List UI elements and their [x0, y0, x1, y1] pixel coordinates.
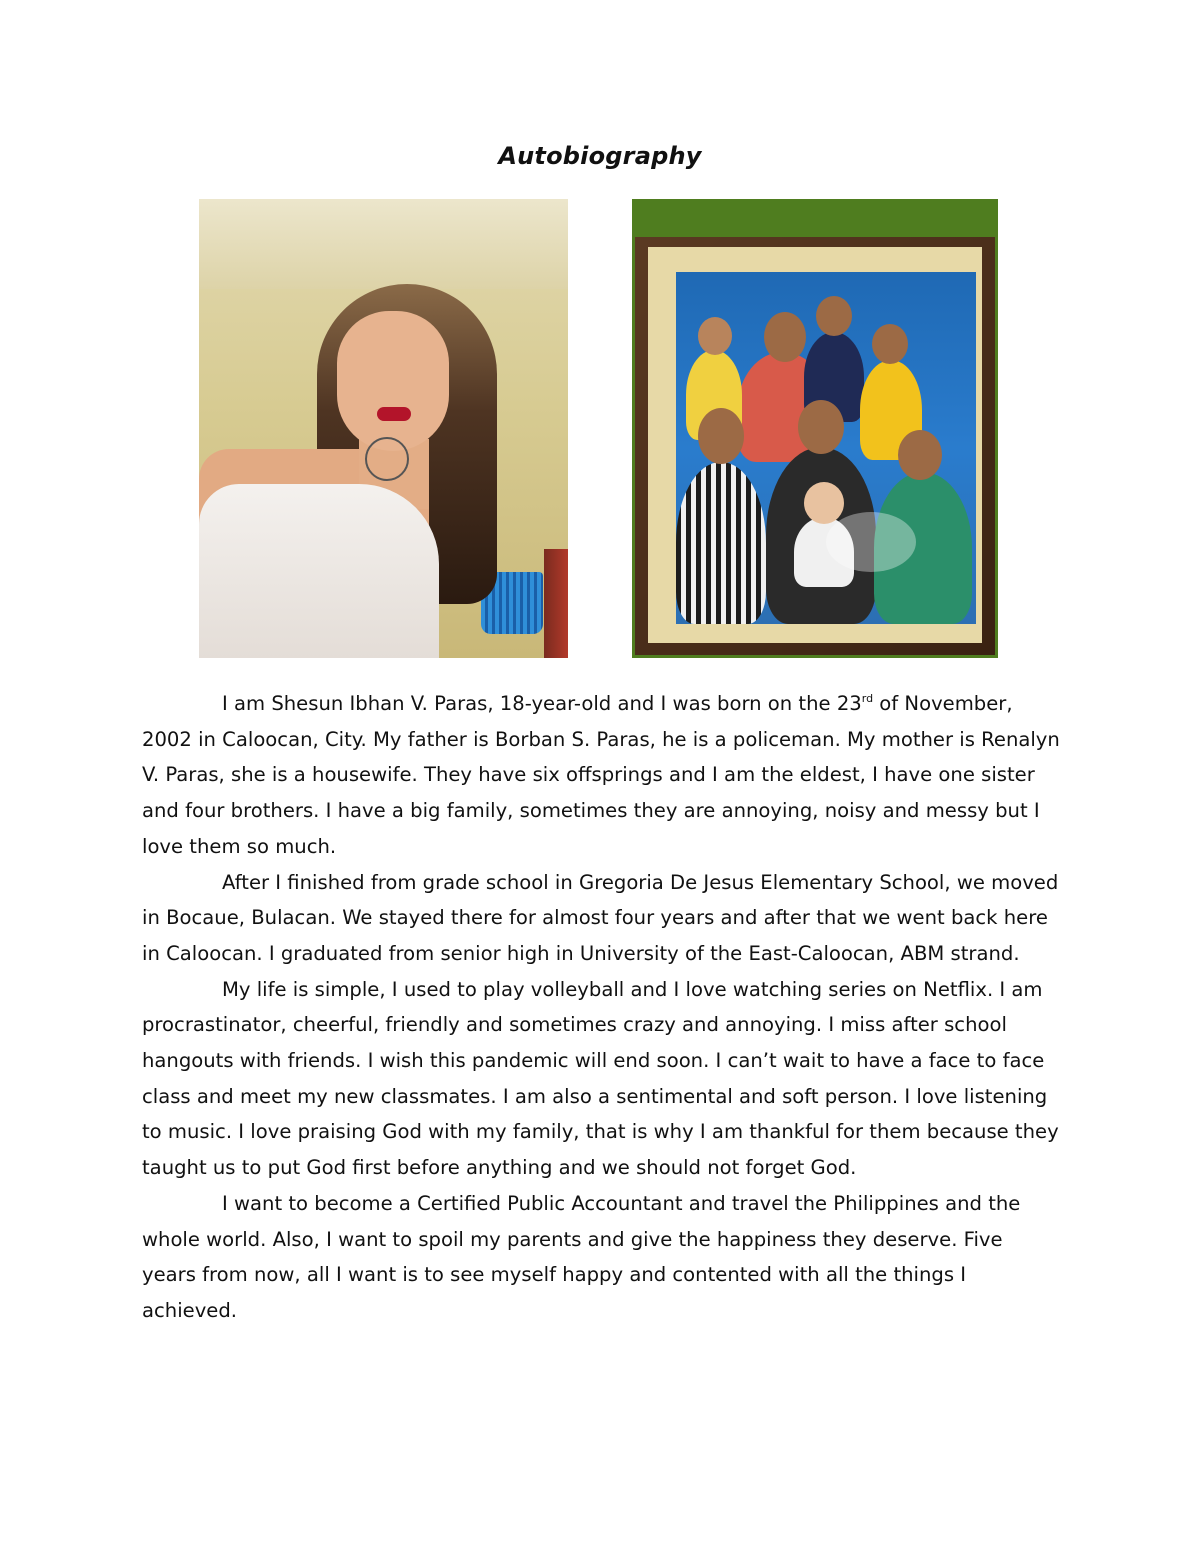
paragraph-1 — [142, 686, 1062, 865]
paragraph-2: After I finished from grade school in Gregoria De Jesus Elementary School, we moved in Bocaue, Bulacan. We stayed there for almost four years and after that we went back here in Caloocan. I graduated from senior high in University of the East-Caloocan, ABM strand. — [142, 870, 1059, 965]
photo-glare — [826, 512, 916, 572]
page-title: Autobiography — [498, 142, 702, 170]
paragraph-1-part-b: of November, 2002 in Caloocan, City. My father is Borban S. Paras, he is a policeman. My mother is Renalyn V. Paras, she is a housewife. They have six offsprings and I am the eldest, I have one sister and four brothers. I have a big family, sometimes they are annoying, noisy and messy but I love them so much. — [142, 692, 1060, 858]
ordinal-suffix: rd — [861, 692, 874, 705]
photo-white-top — [199, 484, 439, 658]
photo-face — [337, 311, 449, 451]
selfie-photo — [199, 199, 568, 658]
figure-sister — [676, 462, 766, 624]
figure-father-head — [764, 312, 806, 362]
photo-earring — [365, 437, 409, 481]
figure-child-1-head — [698, 317, 732, 355]
paragraph-3: My life is simple, I used to play volleyball and I love watching series on Netflix. I am procrastinator, cheerful, friendly and sometimes crazy and annoying. I miss after school hangouts with friends. I wish this pandemic will end soon. I can’t wait to have a face to face class and meet my new classmates. I am also a sentimental and soft person. I love listening to music. I love praising God with my family, that is why I am thankful for them because they taught us to put God first before anything and we should not forget God. — [142, 977, 1059, 1180]
figure-sister-head — [698, 408, 744, 464]
figure-baby-head — [804, 482, 844, 524]
photo-print — [676, 272, 976, 624]
figure-child-2-head — [816, 296, 852, 336]
photo-lips — [377, 407, 411, 421]
figure-brother-head — [898, 430, 942, 480]
figure-mother-head — [798, 400, 844, 454]
autobiography-text — [142, 686, 1062, 1329]
figure-child-3-head — [872, 324, 908, 364]
family-photo — [632, 199, 998, 658]
photo-ceiling — [199, 199, 568, 289]
paragraph-1-part-a: I am Shesun Ibhan V. Paras, 18-year-old and I was born on the 23 — [222, 692, 862, 715]
paragraph-4: I want to become a Certified Public Accountant and travel the Philippines and the whole world. Also, I want to spoil my parents and give the happiness they deserve. Five years from now, all I want is to see myself happy and contented with all the things I achieved. — [142, 1191, 1021, 1322]
photo-door — [544, 549, 568, 658]
